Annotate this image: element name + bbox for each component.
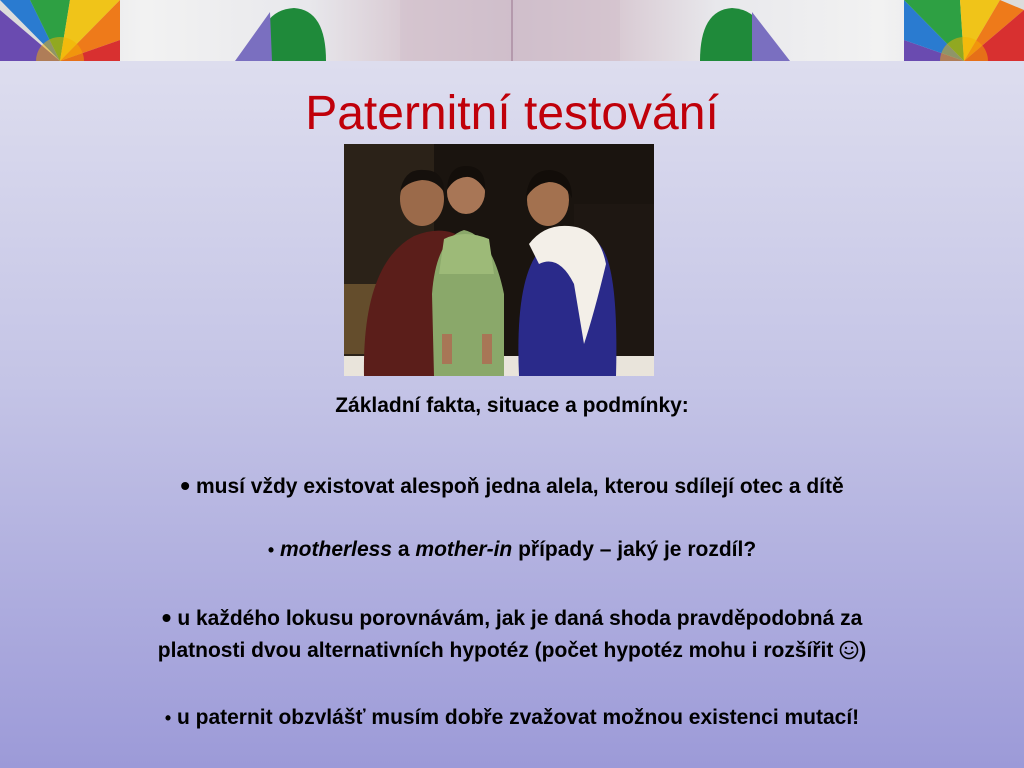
family-photo — [344, 144, 654, 376]
bullet-conjunction: a — [392, 538, 416, 561]
slide-subtitle: Základní fakta, situace a podmínky: — [335, 394, 689, 417]
bullet-text: musí vždy existovat alespoň jedna alela, kterou sdílejí otec a dítě — [195, 475, 844, 498]
top-banner — [0, 0, 1024, 61]
bullet-mutations — [40, 702, 984, 734]
bullet-text: případy – jaký je rozdíl? — [512, 538, 757, 561]
bullet-marker: • — [180, 470, 191, 501]
bullet-marker: • — [267, 540, 275, 560]
bullet-text: u paternit obzvlášť musím dobře zvažovat možnou existenci mutací! — [176, 706, 860, 729]
bullet-text-line1: u každého lokusu porovnávám, jak je daná shoda pravděpodobná za — [177, 607, 863, 630]
bullet-text-end: ) — [859, 639, 867, 662]
smiley-face-icon — [839, 640, 859, 660]
bullet-text-line2: platnosti dvou alternativních hypotéz (počet hypotéz mohu i rozšířit — [157, 639, 840, 662]
term-mother-in: mother-in — [415, 538, 513, 561]
bullet-locus-comparison — [40, 602, 984, 667]
bullet-shared-allele — [40, 470, 984, 503]
bullet-motherless-cases — [40, 534, 984, 566]
bullet-marker: • — [164, 708, 172, 728]
term-motherless: motherless — [280, 538, 393, 561]
bullet-marker: • — [161, 602, 172, 633]
slide-title: Paternitní testování — [305, 87, 719, 140]
banner-decoration — [0, 0, 1024, 61]
